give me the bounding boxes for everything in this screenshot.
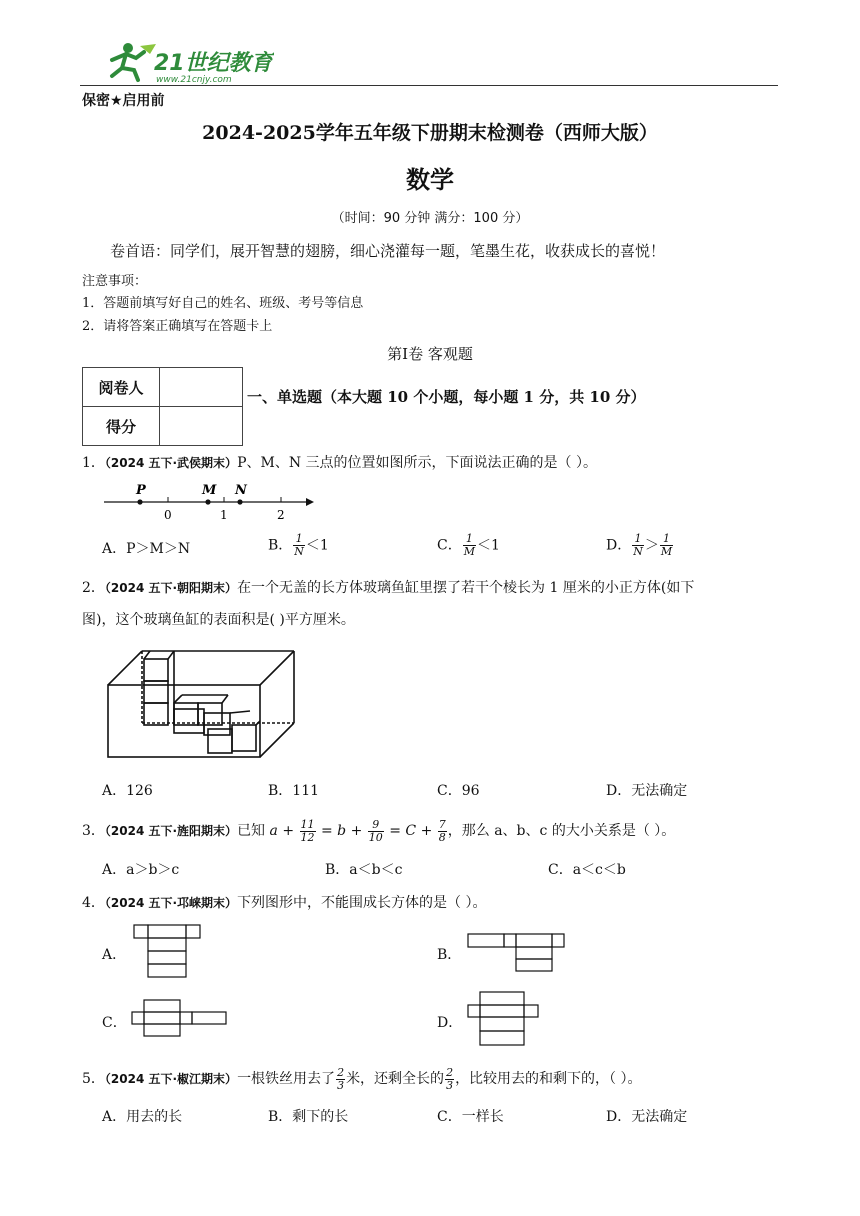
svg-text:M: M bbox=[202, 483, 217, 498]
exam-time-info: （时间：90 分钟 满分：100 分） bbox=[331, 211, 529, 226]
q4-option-b[interactable]: B． bbox=[437, 947, 462, 963]
volume-title: 第Ⅰ卷 客观题 bbox=[387, 345, 473, 363]
q1-option-a[interactable]: A．P＞M＞N bbox=[102, 541, 191, 557]
q4-net-c-figure bbox=[128, 996, 230, 1040]
site-logo bbox=[104, 40, 274, 84]
q4-net-d-figure bbox=[464, 988, 544, 1050]
q4-option-d[interactable]: D． bbox=[437, 1015, 463, 1031]
q2-option-d[interactable]: D．无法确定 bbox=[606, 783, 688, 799]
svg-text:N: N bbox=[235, 483, 247, 498]
question-2: 2．（2024 五下·朝阳期末）在一个无盖的长方体玻璃鱼缸里摆了若干个棱长为 1 厘米的小正方体(如下 bbox=[82, 580, 695, 596]
q4-net-a-figure bbox=[130, 920, 206, 980]
svg-text:0: 0 bbox=[164, 508, 172, 522]
q5-option-b[interactable]: B．剩下的长 bbox=[268, 1109, 349, 1125]
note-item: 2．请将答案正确填写在答题卡上 bbox=[82, 319, 273, 334]
svg-text:21世纪教育: 21世纪教育 bbox=[154, 51, 273, 76]
q4-option-c[interactable]: C． bbox=[102, 1015, 127, 1031]
q4-option-a[interactable]: A． bbox=[102, 947, 127, 963]
score-label: 得分 bbox=[83, 407, 160, 446]
question-5: 5．（2024 五下·椒江期末）一根铁丝用去了 $\frac{2}{3}$ 米，还剩全长的 $\frac{2}{3}$ ，比较用去的和剩下的，（ ）。 bbox=[82, 1065, 642, 1092]
q4-net-b-figure bbox=[466, 930, 570, 976]
question-4: 4．（2024 五下·邛崃期末）下列图形中，不能围成长方体的是（ ）。 bbox=[82, 895, 487, 911]
q5-option-d[interactable]: D．无法确定 bbox=[606, 1109, 688, 1125]
q3-option-b[interactable]: B．a＜b＜c bbox=[325, 862, 403, 878]
q5-option-a[interactable]: A．用去的长 bbox=[102, 1109, 183, 1125]
header-rule bbox=[80, 85, 778, 86]
runner-icon bbox=[112, 43, 156, 80]
number-line-figure bbox=[100, 476, 320, 522]
point-p bbox=[137, 499, 142, 504]
svg-text:P: P bbox=[136, 483, 146, 498]
svg-text:1: 1 bbox=[220, 508, 228, 522]
note-item: 1．答题前填写好自己的姓名、班级、考号等信息 bbox=[82, 296, 364, 311]
q3-option-c[interactable]: C．a＜c＜b bbox=[548, 862, 626, 878]
question-2-cont: 图)，这个玻璃鱼缸的表面积是( )平方厘米。 bbox=[82, 612, 355, 628]
q3-option-a[interactable]: A．a＞b＞c bbox=[102, 862, 180, 878]
exam-subject: 数学 bbox=[406, 166, 454, 194]
exam-title: 2024-2025学年五年级下册期末检测卷（西师大版） bbox=[202, 122, 658, 144]
grading-table bbox=[82, 367, 243, 446]
q1-option-d[interactable]: D． $\frac{1}{N}$ ＞ $\frac{1}{M}$ bbox=[606, 532, 673, 558]
point-m bbox=[205, 499, 210, 504]
fish-tank-figure bbox=[102, 645, 302, 761]
secret-label: 保密★启用前 bbox=[82, 93, 165, 109]
score-cell[interactable] bbox=[160, 407, 243, 446]
svg-text:2: 2 bbox=[277, 508, 285, 522]
question-1: 1．（2024 五下·武侯期末）P、M、N 三点的位置如图所示，下面说法正确的是（ ）。 bbox=[82, 455, 597, 471]
reviewer-cell[interactable] bbox=[160, 368, 243, 407]
q5-option-c[interactable]: C．一样长 bbox=[437, 1109, 504, 1125]
section-title: 一、单选题（本大题 10 个小题，每小题 1 分，共 10 分） bbox=[247, 388, 646, 406]
notes-title: 注意事项： bbox=[82, 274, 148, 289]
q2-option-b[interactable]: B．111 bbox=[268, 783, 320, 799]
reviewer-label: 阅卷人 bbox=[83, 368, 160, 407]
exam-preface: 卷首语：同学们，展开智慧的翅膀，细心浇灌每一题，笔墨生花，收获成长的喜悦！ bbox=[110, 242, 666, 260]
svg-text:www.21cnjy.com: www.21cnjy.com bbox=[156, 75, 232, 84]
q1-option-c[interactable]: C． $\frac{1}{M}$ ＜1 bbox=[437, 532, 500, 558]
q1-option-b[interactable]: B． $\frac{1}{N}$ ＜1 bbox=[268, 532, 329, 558]
q2-option-c[interactable]: C．96 bbox=[437, 783, 480, 799]
q2-option-a[interactable]: A．126 bbox=[102, 783, 153, 799]
point-n bbox=[237, 499, 242, 504]
question-3: 3．（2024 五下·旌阳期末）已知 a + $\frac{11}{12}$ = b + $\frac{9}{10}$ = C + $\frac{7}{8}$ ，那么 a、b、c 的大小关系是（ ）。 bbox=[82, 817, 676, 844]
